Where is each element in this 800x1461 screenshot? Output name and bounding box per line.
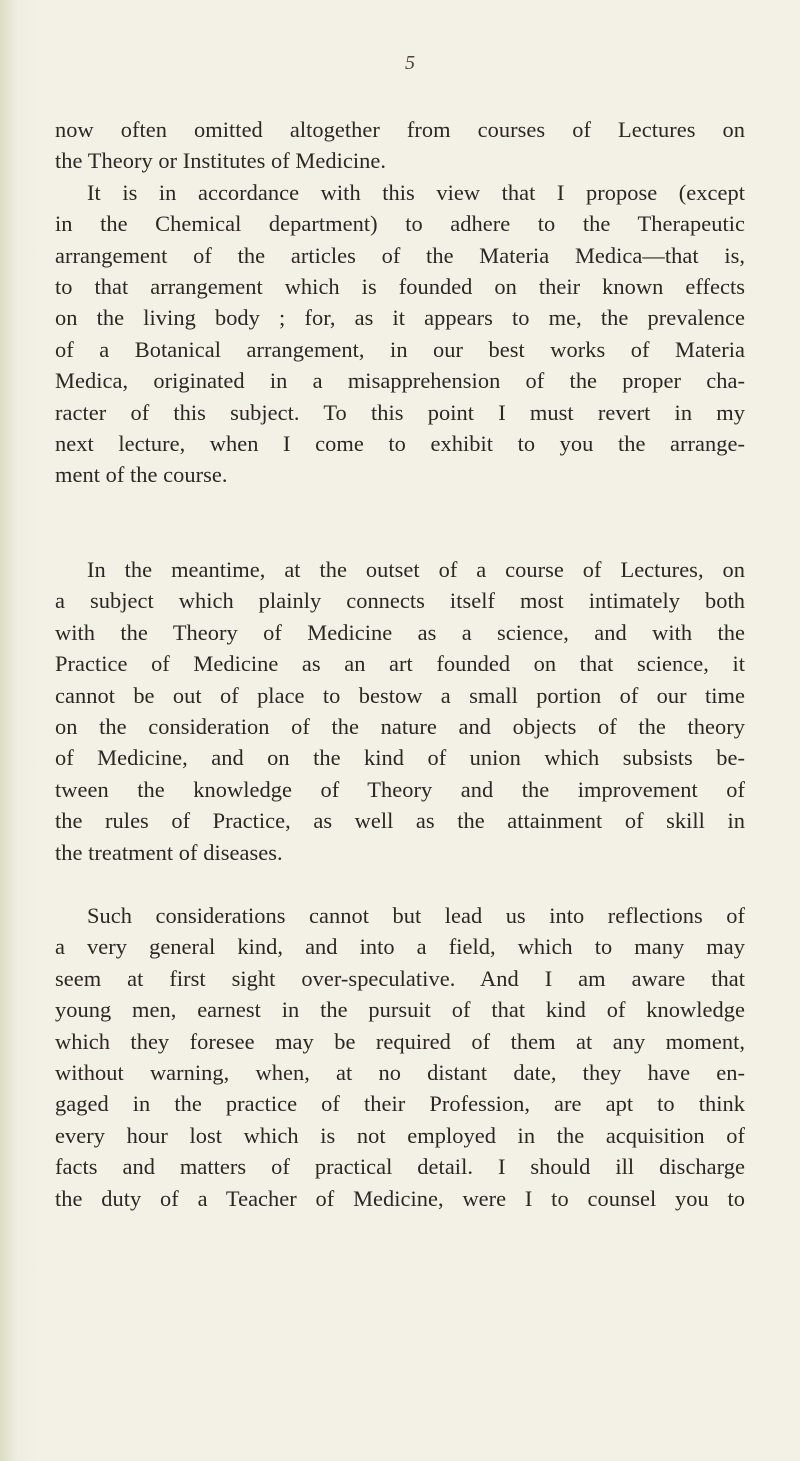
text-line: without warning, when, at no distant date, they have en- <box>55 1059 745 1085</box>
text-line: in the Chemical department) to adhere to the Therapeutic <box>55 211 745 237</box>
page-number: 5 <box>405 52 415 74</box>
text-line: arrangement of the articles of the Materia Medica—that is, <box>55 242 745 268</box>
text-line: seem at first sight over-speculative. And I am aware that <box>55 965 745 991</box>
text-line: cannot be out of place to bestow a small portion of our time <box>55 682 745 708</box>
text-line: a very general kind, and into a field, which to many may <box>55 934 745 960</box>
text-line: the Theory or Institutes of Medicine. <box>55 148 386 174</box>
text-line: every hour lost which is not employed in the acquisition of <box>55 1122 745 1148</box>
text-line: racter of this subject. To this point I must revert in my <box>55 399 745 425</box>
text-line: In the meantime, at the outset of a course of Lectures, on <box>87 557 745 582</box>
text-line: facts and matters of practical detail. I should ill discharge <box>55 1154 745 1180</box>
text-line: It is in accordance with this view that I propose (except <box>87 179 745 205</box>
text-line: the duty of a Teacher of Medicine, were I to counsel you to <box>55 1185 745 1211</box>
text-line: which they foresee may be required of them at any moment, <box>55 1028 745 1054</box>
text-line: now often omitted altogether from courses of Lectures on <box>55 117 745 142</box>
text-line: young men, earnest in the pursuit of that kind of knowledge <box>55 997 745 1023</box>
paragraph-2 <box>55 554 745 868</box>
text-line: of a Botanical arrangement, in our best works of Materia <box>55 336 745 362</box>
text-line: tween the knowledge of Theory and the improvement of <box>55 776 745 802</box>
text-line: of Medicine, and on the kind of union which subsists be- <box>55 745 745 771</box>
text-line: on the living body ; for, as it appears to me, the prevalence <box>55 305 745 331</box>
text-line: on the consideration of the nature and objects of the theory <box>55 713 745 739</box>
text-line: with the Theory of Medicine as a science, and with the <box>55 619 745 645</box>
paragraph-1 <box>55 114 745 491</box>
text-line: to that arrangement which is founded on their known effects <box>55 273 745 299</box>
text-line: ment of the course. <box>55 462 228 488</box>
text-line: gaged in the practice of their Profession, are apt to think <box>55 1091 745 1117</box>
text-line: Such considerations cannot but lead us into reflections of <box>87 903 745 928</box>
text-line: Practice of Medicine as an art founded on that science, it <box>55 651 745 677</box>
text-line: next lecture, when I come to exhibit to you the arrange- <box>55 430 745 456</box>
paragraph-3 <box>55 900 745 1214</box>
text-line: a subject which plainly connects itself most intimately both <box>55 588 745 614</box>
text-line: the treatment of diseases. <box>55 839 283 865</box>
text-line: the rules of Practice, as well as the attainment of skill in <box>55 808 745 834</box>
text-line: Medica, originated in a misapprehension of the proper cha- <box>55 368 745 394</box>
